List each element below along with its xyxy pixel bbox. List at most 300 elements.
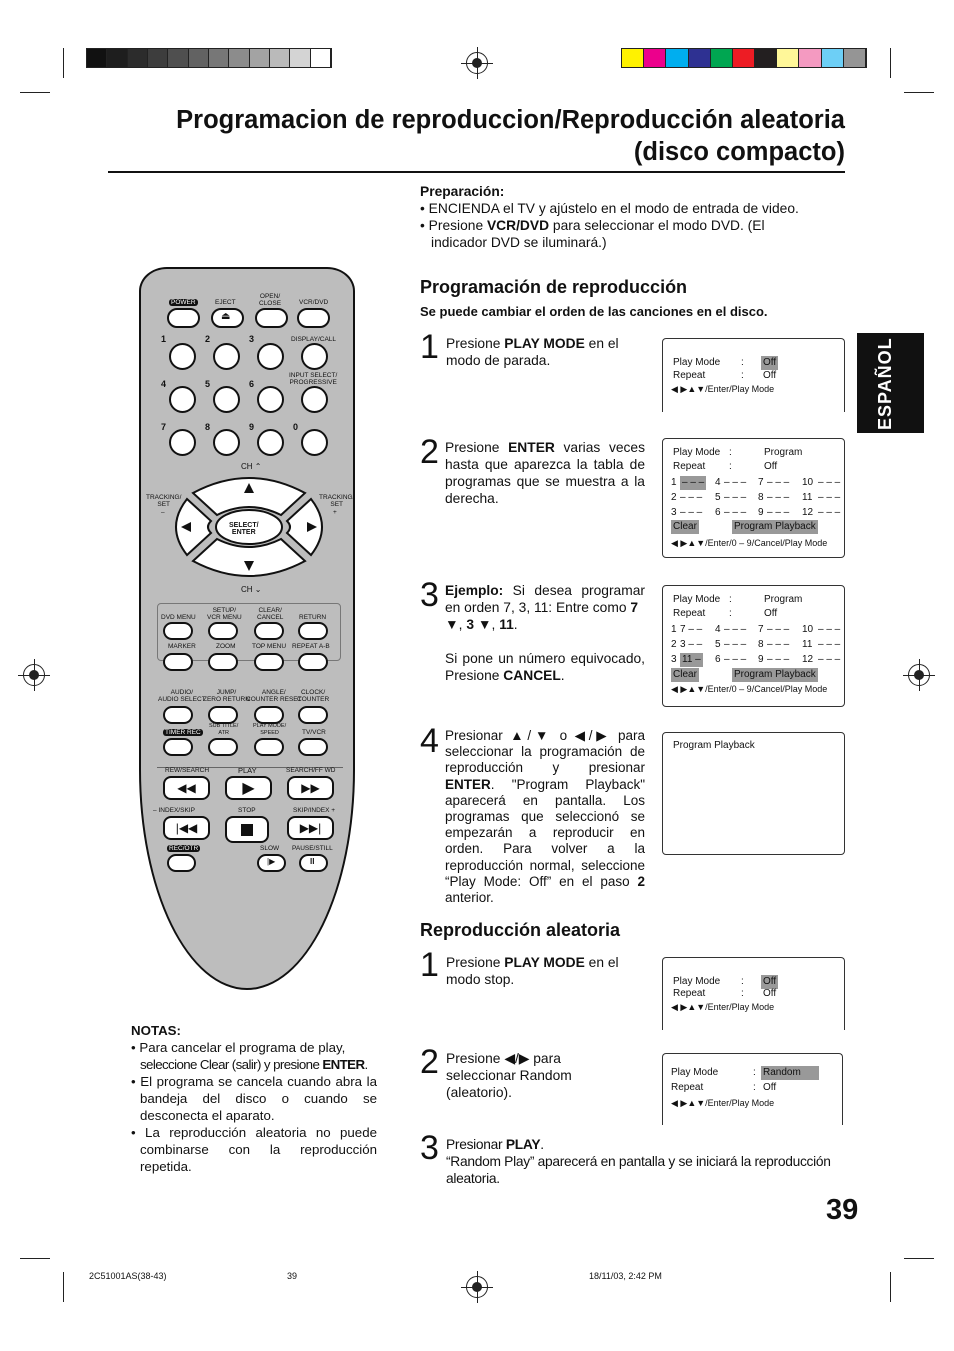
osd-colon: :	[729, 461, 732, 472]
grid-cell: – – –	[818, 639, 841, 650]
label-text: CH	[241, 462, 253, 471]
osd-nav-hint: ◀ ▶▲▼/Enter/0 – 9/Cancel/Play Mode	[671, 684, 828, 694]
step-text: Presione	[446, 336, 505, 351]
repeat-ab-button[interactable]	[298, 653, 328, 671]
digit-label: 5	[205, 379, 211, 389]
color-swatch	[666, 49, 688, 67]
display-call-label: DISPLAY/CALL	[291, 336, 337, 343]
grid-cell: 10	[802, 477, 814, 488]
step-text: “Random Play” aparecerá en pantalla y se iniciará la reproducción	[446, 1154, 831, 1169]
step-text: Si pone un número equivocado, Presione	[445, 651, 645, 683]
section-heading-random: Reproducción aleatoria	[420, 920, 621, 940]
osd-value: Program	[764, 594, 803, 605]
crop-mark	[890, 48, 891, 78]
eject-icon: ⏏	[221, 311, 231, 322]
input-select-label: INPUT SELECT/ PROGRESSIVE	[289, 372, 338, 386]
step-text: varias veces hasta que aparezca la tabla de programas que se muestra a la derecha.	[445, 440, 645, 506]
preparation-bullet-1: • ENCIENDA el TV y ajústelo en el modo de entrada de video.	[420, 201, 799, 216]
osd-label: Repeat	[673, 461, 706, 472]
color-bar	[621, 48, 867, 68]
grid-cell: 2	[671, 639, 677, 650]
osd-screen-4	[662, 732, 845, 855]
clear-cancel-button[interactable]	[254, 622, 284, 640]
power-button[interactable]	[167, 308, 200, 328]
grid-cell: 9	[758, 654, 764, 665]
grid-cell: – – –	[818, 492, 841, 503]
osd-screen-2	[662, 438, 845, 558]
step-number: 1	[420, 328, 439, 366]
step-key: 7	[630, 600, 639, 615]
angle-button[interactable]	[254, 706, 284, 724]
grid-cell: – – –	[724, 507, 747, 518]
osd-colon: :	[729, 447, 732, 458]
language-tab-label: ESPAÑOL	[875, 337, 895, 430]
grid-cell: 8	[758, 492, 764, 503]
skip-back-icon: |◀◀	[175, 821, 198, 835]
crop-mark	[904, 1258, 934, 1259]
color-swatch	[689, 49, 711, 67]
play-icon: ▶	[242, 780, 255, 797]
step-key: CANCEL	[503, 668, 561, 683]
osd-nav-hint: ◀ ▶▲▼/Enter/0 – 9/Cancel/Play Mode	[671, 538, 828, 548]
step-text: anterior.	[445, 890, 494, 906]
random-step-2: Presione ◀/▶ para seleccionar Random (aleatorio).	[446, 1051, 572, 1100]
color-swatch	[128, 49, 148, 67]
return-label: RETURN	[299, 614, 327, 621]
grid-cell: 1	[671, 624, 677, 635]
grid-cell: – – –	[724, 477, 747, 488]
osd-label: Program Playback	[673, 740, 755, 751]
osd-program-playback: Program Playback	[734, 669, 816, 680]
color-swatch	[622, 49, 644, 67]
right-arrow-icon: ▶	[518, 1051, 530, 1066]
grid-cell: 10	[802, 624, 814, 635]
step-number: 2	[420, 433, 439, 471]
step-text: en el	[584, 955, 619, 970]
step-text: Presionar	[445, 728, 503, 743]
footer-code: 2C51001AS(38-43)	[89, 1271, 167, 1281]
power-label	[169, 299, 198, 306]
osd-nav-hint: ◀ ▶▲▼/Enter/Play Mode	[671, 1002, 775, 1012]
color-swatch	[189, 49, 209, 67]
open-close-button[interactable]	[255, 308, 288, 328]
crop-mark	[20, 92, 50, 93]
right-arrow-icon: ▶	[592, 728, 611, 743]
osd-label: Repeat	[673, 988, 706, 999]
footer-page: 39	[287, 1271, 298, 1281]
step-text: seleccionar la programación de reproducción y presionar	[445, 744, 645, 776]
rec-button[interactable]	[167, 854, 196, 872]
digit-8-button[interactable]	[213, 429, 240, 456]
osd-label: Play Mode	[673, 357, 721, 368]
top-menu-label: TOP MENU	[252, 643, 287, 650]
subtitle-button[interactable]	[208, 738, 238, 756]
digit-3-button[interactable]	[257, 343, 284, 370]
grid-cell: 2	[671, 492, 677, 503]
tracking-plus-label: TRACKING/ SET	[319, 494, 355, 508]
grid-cell: – – –	[724, 639, 747, 650]
step-number: 1	[420, 946, 439, 984]
step-text: Presionar	[446, 1137, 506, 1152]
grid-cell: 11	[802, 639, 813, 650]
play-button[interactable]	[225, 776, 272, 800]
grid-cell: 6	[715, 654, 721, 665]
grid-cell: – – –	[724, 654, 747, 665]
osd-value: Off	[763, 988, 777, 999]
note-2: • El programa se cancela cuando abra la bandeja del disco o cuando se desconecta el aparato.	[131, 1074, 377, 1123]
color-swatch	[733, 49, 755, 67]
grid-cell: 1	[671, 477, 677, 488]
plus-label: +	[333, 509, 337, 516]
rew-label: REW/SEARCH	[165, 767, 210, 774]
osd-clear: Clear	[673, 669, 697, 680]
eject-label: EJECT	[215, 299, 236, 306]
color-swatch	[290, 49, 310, 67]
registration-mark-icon	[908, 664, 930, 686]
up-arrow-icon: ▲	[510, 728, 528, 743]
digit-7-button[interactable]	[169, 429, 196, 456]
step-text: para	[533, 1051, 561, 1066]
step-number: 3	[420, 576, 439, 614]
osd-label: Repeat	[673, 608, 706, 619]
section-heading-program: Programación de reproducción	[420, 277, 688, 297]
step-text: Presione	[445, 440, 509, 455]
label-text: REC/OTR	[169, 845, 199, 852]
step-text: . "Program Playback" aparecerá en pantalla. Los programas que seleccionó se empezarán a reproducir en orden.	[445, 776, 645, 857]
registration-mark-icon	[466, 52, 488, 74]
timer-rec-button[interactable]	[163, 738, 193, 756]
grid-cell: – – –	[724, 492, 747, 503]
digit-label: 0	[293, 422, 299, 432]
step-text: modo stop.	[446, 972, 515, 987]
grid-cell: 6	[715, 507, 721, 518]
digit-label: 4	[161, 379, 167, 389]
index-skip-label	[153, 807, 195, 814]
grid-cell: 11	[802, 492, 813, 503]
timer-rec-label	[163, 729, 203, 736]
label-text: +	[331, 807, 336, 814]
grid-cell: – – –	[680, 507, 703, 518]
osd-value: Off	[763, 370, 777, 381]
bullet-text: Presione	[428, 218, 487, 233]
osd-colon: :	[741, 357, 744, 368]
crop-mark	[20, 1258, 50, 1259]
program-step-4: Presionar ▲/▼ o ◀/▶ para seleccionar la programación de reproducción y presionar ENTER. "Program Playback" aparecerá en pantalla. Los programas que seleccionó se empezarán a reproducir en orden. Para volver a la reproducción normal, seleccione “Play Mode: Off” en el paso 2 anterior.	[445, 728, 645, 906]
grid-cell: – – –	[818, 654, 841, 665]
grid-cell: – – –	[767, 477, 790, 488]
skip-forward-icon: ▶▶|	[299, 821, 322, 835]
color-swatch	[229, 49, 249, 67]
grid-cell: 7 – –	[680, 624, 703, 635]
ch-up-label: CH ⌃	[241, 462, 262, 471]
grid-cell: 5	[715, 639, 721, 650]
play-mode-label: PLAY MODE/ SPEED	[253, 723, 287, 736]
step-text: en el	[584, 336, 619, 351]
osd-label: Play Mode	[671, 1067, 719, 1078]
osd-clear: Clear	[673, 521, 697, 532]
bullet-key: VCR/DVD	[486, 218, 550, 233]
preparation-heading: Preparación:	[420, 184, 505, 199]
note-text: seleccione Clear (salir) y presione	[140, 1057, 323, 1072]
skip-index-label	[293, 807, 335, 814]
setup-button[interactable]	[208, 622, 238, 640]
select-enter-label: SELECT/ ENTER	[229, 522, 259, 536]
rewind-icon: ◀◀	[177, 781, 196, 795]
osd-colon: :	[741, 988, 744, 999]
color-swatch	[87, 49, 107, 67]
stop-button[interactable]	[225, 816, 269, 843]
osd-screen-1	[662, 338, 845, 412]
step-key: ENTER	[445, 776, 491, 792]
osd-colon: :	[741, 976, 744, 987]
step-key: ENTER	[508, 440, 555, 455]
note-text: El programa se cancela cuando abra la bandeja del disco o cuando se desconecta el aparato.	[140, 1074, 377, 1123]
down-arrow-icon: ▼	[531, 728, 553, 743]
crop-mark	[890, 1272, 891, 1302]
label-text: POWER	[171, 299, 196, 306]
stop-label: STOP	[238, 807, 256, 814]
digit-label: 6	[249, 379, 255, 389]
display-call-button[interactable]	[301, 343, 328, 370]
label-text: TIMER REC	[165, 729, 201, 736]
step-text: Para volver a la reproducción normal, seleccione “Play Mode: Off” en el paso	[445, 841, 645, 889]
slow-button[interactable]	[257, 854, 286, 872]
note-1: • Para cancelar el programa de play, seleccione Clear (salir) y presione ENTER.	[131, 1040, 368, 1072]
fast-forward-icon: ▶▶	[301, 781, 320, 795]
tv-vcr-label: TV/VCR	[302, 729, 326, 736]
preparation-bullet-2-cont: indicador DVD se iluminará.)	[431, 235, 607, 250]
color-swatch	[822, 49, 844, 67]
left-arrow-icon: ◀	[504, 1051, 515, 1066]
setup-label: SETUP/ VCR MENU	[207, 607, 242, 621]
grid-cell: – – –	[818, 477, 841, 488]
osd-program-playback: Program Playback	[734, 521, 816, 532]
vcr-dvd-label: VCR/DVD	[299, 299, 329, 306]
program-step-1	[446, 335, 646, 369]
color-swatch	[799, 49, 821, 67]
eject-button[interactable]	[211, 308, 244, 328]
slow-icon: |▶	[267, 857, 276, 866]
osd-nav-hint: ◀ ▶▲▼/Enter/Play Mode	[671, 384, 775, 394]
ch-down-label: CH ⌄	[241, 585, 262, 594]
zoom-label: ZOOM	[216, 643, 236, 650]
notes-heading: NOTAS:	[131, 1023, 181, 1038]
step-number: 3	[420, 1129, 439, 1167]
zoom-button[interactable]	[208, 653, 238, 671]
osd-nav-hint: ◀ ▶▲▼/Enter/Play Mode	[671, 1098, 775, 1108]
digit-6-button[interactable]	[257, 386, 284, 413]
marker-button[interactable]	[163, 653, 193, 671]
language-tab	[857, 333, 924, 433]
pause-button[interactable]	[299, 854, 328, 872]
remote-control-illustration	[139, 267, 355, 990]
osd-screen-3	[662, 585, 845, 707]
audio-label: AUDIO/ AUDIO SELECT	[158, 689, 206, 703]
down-arrow-icon: ▼	[445, 617, 459, 632]
step-text: o	[559, 728, 568, 743]
color-swatch	[755, 49, 777, 67]
step-text: para	[617, 728, 645, 743]
step-text: Presione	[446, 1051, 501, 1066]
jump-button[interactable]	[208, 706, 238, 724]
step-text: modo de parada.	[446, 353, 551, 368]
grid-cell: – – –	[767, 654, 790, 665]
osd-screen-5	[662, 957, 845, 1030]
grid-cell: 9	[758, 507, 764, 518]
grid-cell: 12	[802, 507, 814, 518]
step-key: 3	[466, 617, 475, 632]
label-text: SKIP/INDEX	[293, 807, 330, 814]
grid-cell: – – –	[680, 492, 703, 503]
gray-color-bar	[86, 48, 332, 68]
grid-cell: 12	[802, 654, 814, 665]
tracking-minus-label: TRACKING/ SET	[146, 494, 182, 508]
subtitle-label: SUB TITLE/ ATR	[209, 723, 239, 736]
label-text: –	[153, 807, 157, 814]
crop-mark	[63, 1272, 64, 1302]
color-swatch	[168, 49, 188, 67]
osd-label: Play Mode	[673, 594, 721, 605]
grid-cell: – – –	[818, 624, 841, 635]
clock-button[interactable]	[298, 706, 328, 724]
stop-icon	[241, 824, 253, 836]
osd-label: Repeat	[671, 1082, 704, 1093]
color-swatch	[209, 49, 229, 67]
osd-value: Program	[764, 447, 803, 458]
dvd-menu-label: DVD MENU	[161, 614, 196, 621]
title-underline	[108, 171, 845, 173]
osd-colon: :	[753, 1067, 756, 1078]
title-line-2: (disco compacto)	[633, 138, 845, 166]
digit-label: 3	[249, 334, 255, 344]
return-button[interactable]	[298, 622, 328, 640]
digit-label: 2	[205, 334, 211, 344]
vcr-dvd-button[interactable]	[297, 308, 330, 328]
digit-label: 9	[249, 422, 255, 432]
step-text: Presione	[446, 955, 505, 970]
play-label: PLAY	[238, 766, 257, 775]
step-key: 2	[637, 873, 645, 889]
minus-label: –	[161, 509, 165, 516]
step-key: PLAY MODE	[504, 955, 585, 970]
audio-button[interactable]	[163, 706, 193, 724]
digit-label: 8	[205, 422, 211, 432]
note-key: ENTER	[322, 1057, 365, 1072]
repeat-ab-label: REPEAT A-B	[292, 643, 330, 650]
dvd-menu-button[interactable]	[163, 622, 193, 640]
input-select-button[interactable]	[301, 386, 328, 413]
color-swatch	[311, 49, 331, 67]
grid-cell: 3	[671, 507, 677, 518]
digit-4-button[interactable]	[169, 386, 196, 413]
label-text: CH	[241, 585, 253, 594]
ff-button[interactable]	[287, 776, 334, 800]
rew-button[interactable]	[163, 776, 210, 800]
step-text: (aleatorio).	[446, 1085, 512, 1100]
clear-cancel-label: CLEAR/ CANCEL	[257, 607, 284, 621]
digit-1-button[interactable]	[169, 343, 196, 370]
osd-value: Off	[764, 608, 778, 619]
top-menu-button[interactable]	[254, 653, 284, 671]
osd-value: Off	[764, 461, 778, 472]
open-close-label: OPEN/ CLOSE	[259, 293, 282, 307]
slow-label: SLOW	[260, 845, 280, 852]
step-number: 4	[420, 722, 439, 760]
step-key: Ejemplo:	[445, 583, 504, 598]
registration-mark-icon	[23, 664, 45, 686]
digit-label: 7	[161, 422, 167, 432]
crop-mark	[63, 48, 64, 78]
program-step-2	[445, 439, 645, 507]
jump-label: JUMP/ ZERO RETURN	[203, 689, 250, 703]
osd-colon: :	[729, 608, 732, 619]
color-swatch	[270, 49, 290, 67]
rec-label	[167, 845, 200, 852]
color-swatch	[777, 49, 799, 67]
registration-mark-icon	[466, 1276, 488, 1298]
preparation-block	[420, 183, 840, 251]
osd-value-highlight: Off	[763, 357, 777, 368]
angle-label: ANGLE/ COUNTER RESET	[246, 689, 302, 703]
ff-label: SEARCH/FF WD	[286, 767, 336, 774]
pause-label: PAUSE/STILL	[292, 845, 333, 852]
skip-back-button[interactable]	[163, 816, 210, 840]
notes-block	[131, 1022, 377, 1175]
play-mode-button[interactable]	[254, 738, 284, 756]
grid-cell: – – –	[767, 624, 790, 635]
page-number: 39	[826, 1194, 859, 1226]
osd-value-highlight: Random	[761, 1066, 819, 1080]
note-text: La reproducción aleatoria no puede combinarse con la reproducción repetida.	[140, 1125, 377, 1174]
step-text: aleatoria.	[446, 1171, 500, 1186]
grid-cell: 3 – –	[680, 639, 703, 650]
grid-cell: – – –	[767, 507, 790, 518]
color-swatch	[844, 49, 866, 67]
step-text: Si desea programar en orden 7, 3, 11: Entre como	[445, 583, 645, 615]
osd-screen-6	[662, 1053, 843, 1125]
grid-cell: 7	[758, 477, 764, 488]
step-key: 11	[499, 617, 514, 632]
title-line-1: Programacion de reproduccion/Reproducción aleatoria	[176, 106, 845, 134]
marker-label: MARKER	[168, 643, 196, 650]
footer-date: 18/11/03, 2:42 PM	[589, 1271, 662, 1281]
digit-label: 1	[161, 334, 167, 344]
osd-label: Repeat	[673, 370, 706, 381]
grid-cell: 4	[715, 624, 721, 635]
grid-cell: 3	[671, 654, 677, 665]
step-key: PLAY	[505, 1137, 541, 1152]
digit-9-button[interactable]	[257, 429, 284, 456]
page-title	[108, 104, 845, 168]
osd-label: Play Mode	[673, 976, 721, 987]
digit-0-button[interactable]	[301, 429, 328, 456]
grid-cell: 8	[758, 639, 764, 650]
digit-5-button[interactable]	[213, 386, 240, 413]
grid-cell: – – –	[724, 624, 747, 635]
digit-2-button[interactable]	[213, 343, 240, 370]
grid-cell: 5	[715, 492, 721, 503]
color-swatch	[711, 49, 733, 67]
tv-vcr-button[interactable]	[298, 738, 328, 756]
grid-cell: 7	[758, 624, 764, 635]
grid-cell: 11 –	[682, 654, 701, 665]
section-subheading: Se puede cambiar el orden de las canciones en el disco.	[420, 304, 768, 319]
clock-label: CLOCK/ COUNTER	[297, 689, 330, 703]
label-text: INDEX/SKIP	[158, 807, 195, 814]
osd-label: Play Mode	[673, 447, 721, 458]
skip-forward-button[interactable]	[287, 816, 334, 840]
down-arrow-icon: ▼	[477, 617, 492, 632]
